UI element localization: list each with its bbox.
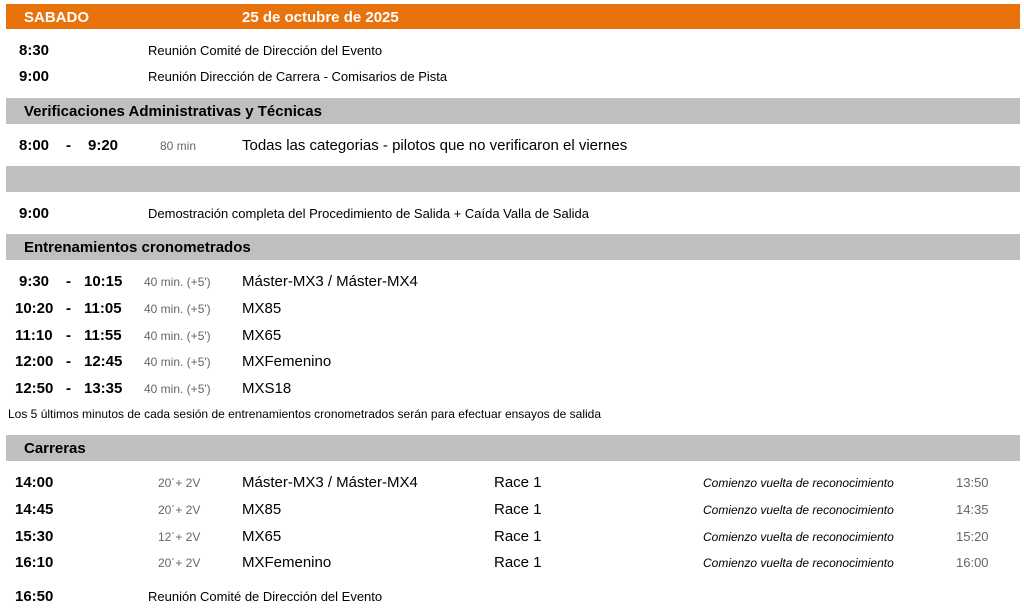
verification-text: Todas las categorias - pilotos que no verificaron el viernes <box>242 137 628 154</box>
time-dash: - <box>66 327 71 344</box>
training-note: Los 5 últimos minutos de cada sesión de entrenamientos cronometrados serán para efectuar ensayos de salida <box>8 407 602 421</box>
end-time: 9:20 <box>88 137 119 154</box>
end-time: 10:15 <box>84 273 123 290</box>
race-label: Race 1 <box>494 528 542 545</box>
category: MXS18 <box>242 380 292 397</box>
race-time: 14:45 <box>15 501 54 518</box>
recon-time: 15:20 <box>956 529 989 544</box>
category: MXFemenino <box>242 353 332 370</box>
start-time: 8:00 <box>19 137 50 154</box>
section-title: Carreras <box>24 440 86 457</box>
event-text: Reunión Comité de Dirección del Evento <box>148 43 383 58</box>
category: MX65 <box>242 528 282 545</box>
event-text: Reunión Dirección de Carrera - Comisarios de Pista <box>148 69 448 84</box>
event-time: 9:00 <box>19 68 50 85</box>
event-time: 16:50 <box>15 588 54 605</box>
time-dash: - <box>66 300 71 317</box>
recon-label: Comienzo vuelta de reconocimiento <box>703 530 894 544</box>
duration: 40 min. (+5') <box>144 302 211 316</box>
race-label: Race 1 <box>494 474 542 491</box>
empty-divider-bar <box>6 166 1020 192</box>
race-time: 15:30 <box>15 528 54 545</box>
start-time: 12:00 <box>15 353 54 370</box>
end-time: 11:55 <box>84 327 122 344</box>
race-time: 14:00 <box>15 474 54 491</box>
recon-label: Comienzo vuelta de reconocimiento <box>703 503 894 517</box>
time-dash: - <box>66 137 71 154</box>
time-dash: - <box>66 273 71 290</box>
event-text: Demostración completa del Procedimiento de Salida + Caída Valla de Salida <box>148 206 589 221</box>
category: Máster-MX3 / Máster-MX4 <box>242 474 418 491</box>
start-time: 9:30 <box>19 273 50 290</box>
start-time: 10:20 <box>15 300 54 317</box>
category: MX65 <box>242 327 282 344</box>
duration: 80 min <box>160 139 197 153</box>
time-dash: - <box>66 353 71 370</box>
race-label: Race 1 <box>494 554 542 571</box>
duration: 20´+ 2V <box>158 476 201 490</box>
duration: 12´+ 2V <box>158 530 201 544</box>
date-label: 25 de octubre de 2025 <box>242 9 399 26</box>
start-time: 11:10 <box>15 327 53 344</box>
section-bar-carreras <box>6 435 1020 461</box>
recon-label: Comienzo vuelta de reconocimiento <box>703 476 894 490</box>
end-time: 11:05 <box>84 300 122 317</box>
duration: 40 min. (+5') <box>144 275 211 289</box>
category: MX85 <box>242 501 282 518</box>
duration: 40 min. (+5') <box>144 355 211 369</box>
recon-time: 13:50 <box>956 475 989 490</box>
race-label: Race 1 <box>494 501 542 518</box>
duration: 20´+ 2V <box>158 556 201 570</box>
time-dash: - <box>66 380 71 397</box>
end-time: 13:35 <box>84 380 123 397</box>
race-time: 16:10 <box>15 554 54 571</box>
category: Máster-MX3 / Máster-MX4 <box>242 273 418 290</box>
duration: 40 min. (+5') <box>144 329 211 343</box>
recon-label: Comienzo vuelta de reconocimiento <box>703 556 894 570</box>
section-title: Entrenamientos cronometrados <box>24 239 251 256</box>
start-time: 12:50 <box>15 380 54 397</box>
event-time: 9:00 <box>19 205 50 222</box>
event-time: 8:30 <box>19 42 50 59</box>
day-header-bar <box>6 4 1020 29</box>
event-text: Reunión Comité de Dirección del Evento <box>148 589 383 604</box>
category: MX85 <box>242 300 282 317</box>
duration: 40 min. (+5') <box>144 382 211 396</box>
recon-time: 14:35 <box>956 502 989 517</box>
category: MXFemenino <box>242 554 332 571</box>
section-title: Verificaciones Administrativas y Técnicas <box>24 103 322 120</box>
end-time: 12:45 <box>84 353 123 370</box>
recon-time: 16:00 <box>956 555 989 570</box>
day-label: SABADO <box>24 9 90 26</box>
duration: 20´+ 2V <box>158 503 201 517</box>
